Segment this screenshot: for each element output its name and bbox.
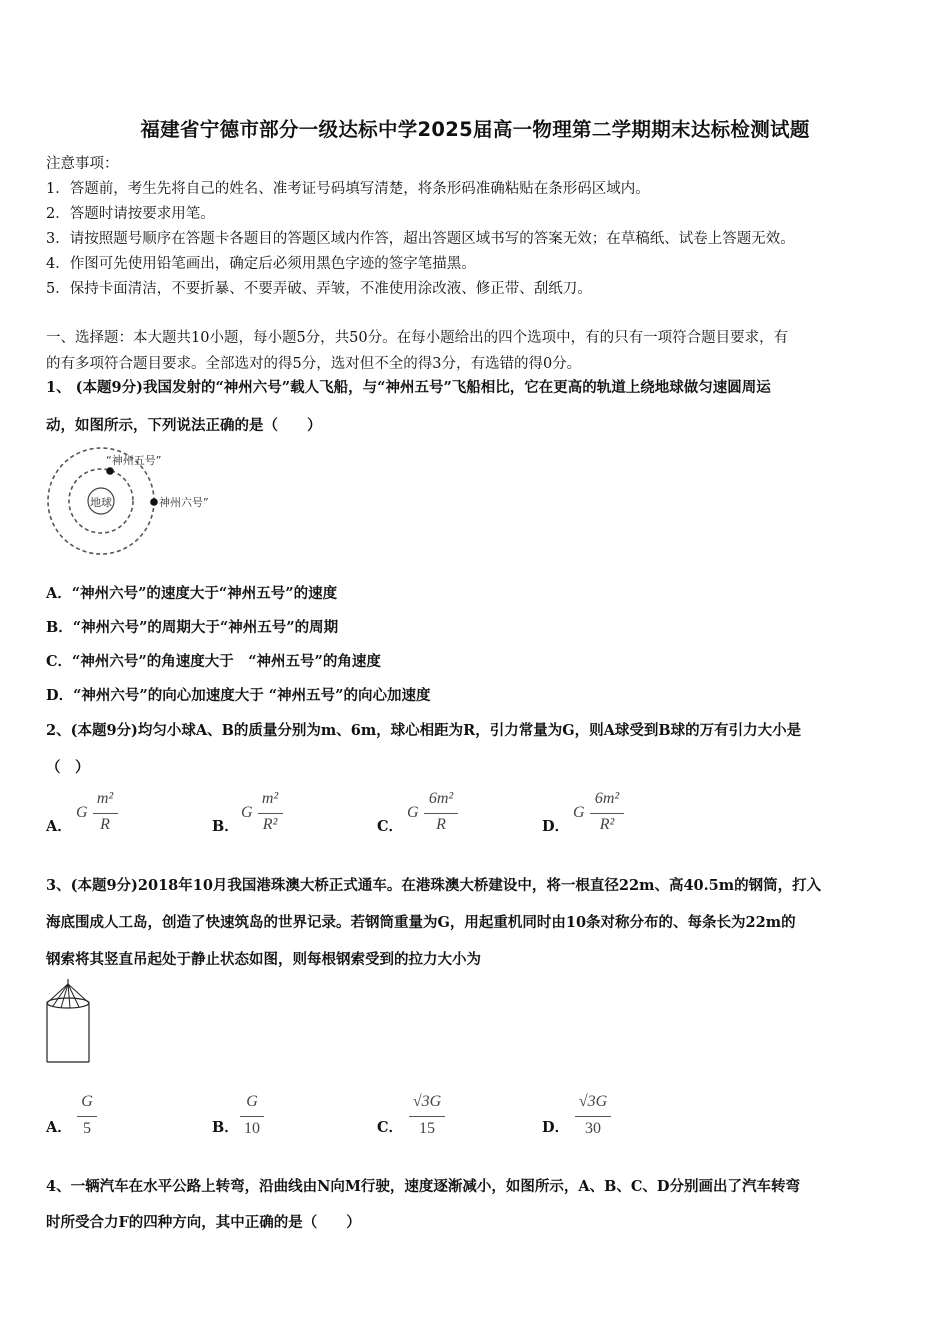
formula (74, 1093, 100, 1143)
formula-numerator: √3G (578, 1093, 608, 1110)
fraction-bar (93, 813, 118, 814)
formula-numerator: 6m² (428, 790, 454, 807)
q3-stem-line-2: 海底围成人工岛，创造了快速筑岛的世界记录。若钢筒重量为G，用起重机同时由10条对称分布的、每条长为22m的 (46, 914, 796, 931)
earth-label: 地球 (90, 496, 112, 509)
option-label: C． (377, 1119, 404, 1136)
formula-denominator: 5 (83, 1120, 91, 1137)
formula-denominator: 10 (244, 1120, 260, 1137)
q1-stem-line-1: 1、 (本题9分)我国发射的“神州六号”载人飞船，与“神州五号”飞船相比，它在更高的轨道上绕地球做匀速圆周运 (46, 379, 771, 396)
fraction-bar (575, 1116, 611, 1117)
option-label: A． (46, 1119, 72, 1136)
option-label: D． (542, 1119, 570, 1136)
formula (76, 790, 126, 840)
formula (241, 790, 291, 840)
q4-stem-line-2: 时所受合力F的四种方向，其中正确的是（ ） (46, 1214, 361, 1231)
notice-item: 4．作图可先使用铅笔画出，确定后必须用黑色字迹的签字笔描黑。 (46, 256, 476, 272)
formula (573, 790, 633, 840)
notice-item: 3．请按照题号顺序在答题卡各题目的答题区域内作答，超出答题区域书写的答案无效；在草稿纸、试卷上答题无效。 (46, 231, 795, 247)
formula-numerator: G (81, 1093, 93, 1110)
ship6-dot (150, 498, 158, 506)
ship5-label: “神州五号” (106, 454, 162, 467)
formula-denominator: R (100, 816, 110, 833)
q1-option-c: C．“神州六号”的角速度大于 “神州五号”的角速度 (46, 653, 381, 670)
q1-option-a: A．“神州六号”的速度大于“神州五号”的速度 (46, 585, 338, 602)
option-label: A． (46, 818, 72, 835)
formula-numerator: m² (96, 790, 114, 807)
fraction-bar (424, 813, 458, 814)
formula-prefix: G (573, 804, 585, 821)
q1-option-b: B．“神州六号”的周期大于“神州五号”的周期 (46, 619, 339, 636)
section-intro-line-2: 的有多项符合题目要求。全部选对的得5分，选对但不全的得3分，有选错的得0分。 (46, 356, 582, 372)
fraction-bar (258, 813, 283, 814)
formula-prefix: G (407, 804, 419, 821)
q4-stem-line-1: 4、一辆汽车在水平公路上转弯，沿曲线由N向M行驶，速度逐渐减小，如图所示，A、B、C、D分别画出了汽车转弯 (46, 1178, 801, 1195)
q3-stem-line-1: 3、(本题9分)2018年10月我国港珠澳大桥正式通车。在港珠澳大桥建设中，将一根直径22m、高40.5m的钢筒，打入 (46, 877, 822, 894)
fraction-bar (590, 813, 624, 814)
notice-heading: 注意事项： (46, 156, 119, 172)
ship6-label: 神州六号” (159, 496, 209, 509)
steel-cylinder-figure (42, 975, 98, 1070)
ship5-dot (106, 467, 114, 475)
formula (405, 1093, 449, 1143)
notice-item: 5．保持卡面清洁，不要折暴、不要弄破、弄皱，不准使用涂改液、修正带、刮纸刀。 (46, 281, 592, 297)
formula-prefix: G (76, 804, 88, 821)
formula-denominator: R² (599, 816, 615, 833)
orbit-figure (40, 440, 240, 565)
formula-numerator: 6m² (594, 790, 620, 807)
formula-denominator: R² (262, 816, 278, 833)
q2-stem-line-1: 2、(本题9分)均匀小球A、B的质量分别为m、6m，球心相距为R，引力常量为G，则A球受到B球的万有引力大小是 (46, 722, 802, 739)
q1-stem-line-2: 动，如图所示，下列说法正确的是（ ） (46, 417, 322, 434)
fraction-bar (409, 1116, 445, 1117)
formula-denominator: 15 (419, 1120, 435, 1137)
q1-option-d: D．“神州六号”的向心加速度大于 “神州五号”的向心加速度 (46, 687, 431, 704)
fraction-bar (240, 1116, 264, 1117)
formula-numerator: √3G (412, 1093, 442, 1110)
formula (571, 1093, 615, 1143)
fraction-bar (77, 1116, 97, 1117)
formula-denominator: 30 (585, 1120, 601, 1137)
formula-prefix: G (241, 804, 253, 821)
section-intro-line-1: 一、选择题：本大题共10小题，每小题5分，共50分。在每小题给出的四个选项中，有的只有一项符合题目要求，有 (46, 330, 789, 346)
page-title: 福建省宁德市部分一级达标中学2025届高一物理第二学期期末达标检测试题 (140, 118, 810, 141)
formula-denominator: R (436, 816, 446, 833)
formula (407, 790, 467, 840)
formula (237, 1093, 267, 1143)
formula-numerator: G (246, 1093, 258, 1110)
option-label: C． (377, 818, 404, 835)
q3-stem-line-3: 钢索将其竖直吊起处于静止状态如图，则每根钢索受到的拉力大小为 (46, 951, 481, 968)
formula-numerator: m² (261, 790, 279, 807)
q2-stem-line-2: （ ） (46, 759, 90, 776)
notice-item: 2．答题时请按要求用笔。 (46, 206, 215, 222)
option-label: B． (212, 1119, 239, 1136)
notice-item: 1．答题前，考生先将自己的姓名、准考证号码填写清楚，将条形码准确粘贴在条形码区域内。 (46, 181, 650, 197)
option-label: B． (212, 818, 239, 835)
cylinder-top (47, 998, 89, 1008)
option-label: D． (542, 818, 570, 835)
